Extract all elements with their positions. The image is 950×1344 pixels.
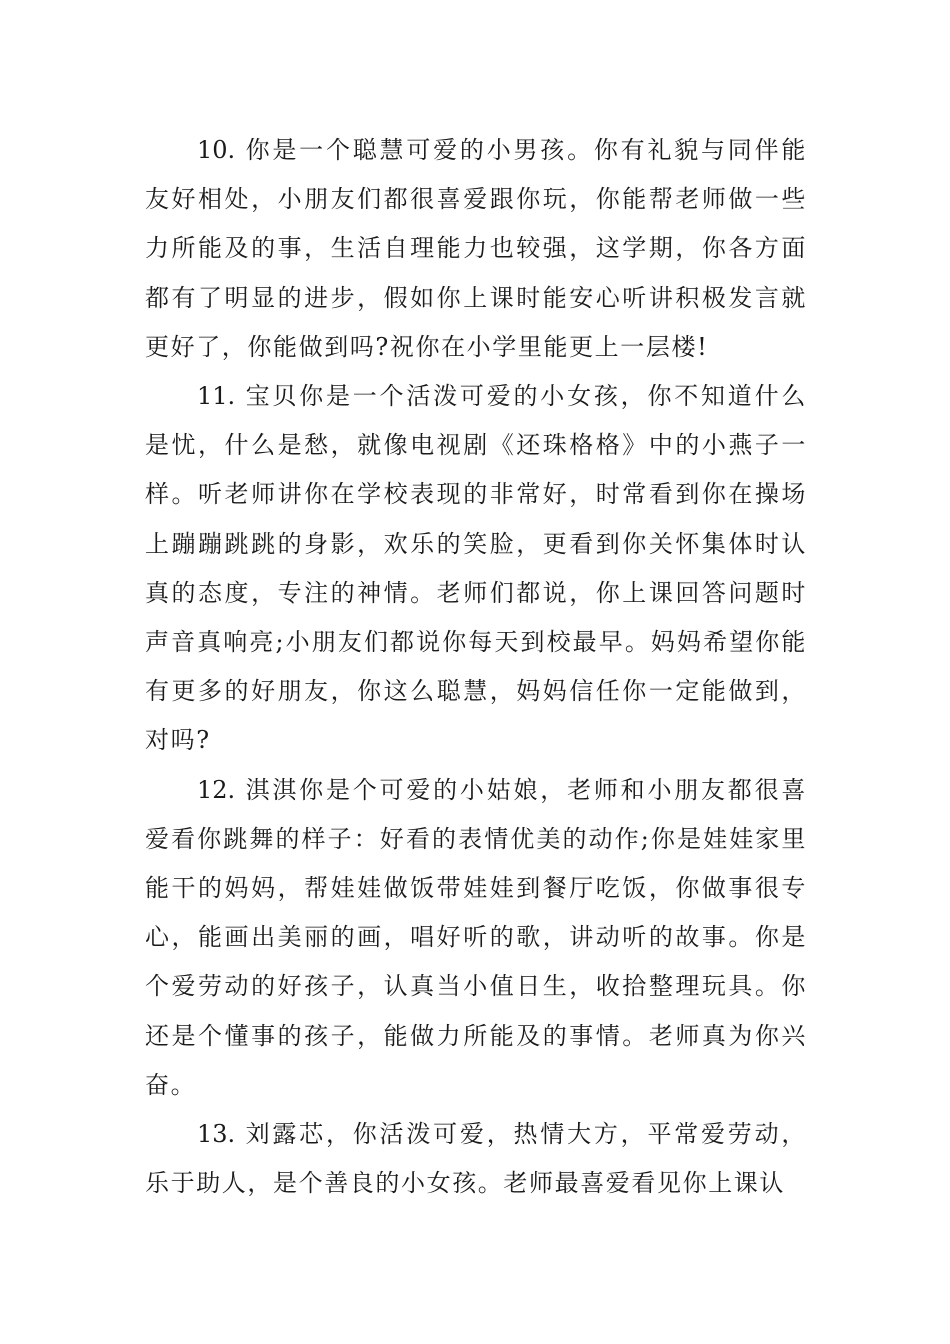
paragraph-text: 你是一个聪慧可爱的小男孩。你有礼貌与同伴能友好相处，小朋友们都很喜爱跟你玩，你能帮老师做一些力所能及的事，生活自理能力也较强，这学期，你各方面都有了明显的进步，假如你上课时能安心听讲积极发言就更好了，你能做到吗?祝你在小学里能更上一层楼! [145,136,807,361]
paragraph-13 [145,1110,807,1208]
document-body [145,126,807,1208]
paragraph-number: 11. [197,382,236,411]
paragraph-12 [145,766,807,1110]
paragraph-11 [145,372,807,766]
paragraph-number: 13. [197,1120,236,1149]
paragraph-number: 10. [197,136,236,164]
paragraph-text: 宝贝你是一个活泼可爱的小女孩，你不知道什么是忧，什么是愁，就像电视剧《还珠格格》中的小燕子一样。听老师讲你在学校表现的非常好，时常看到你在操场上蹦蹦跳跳的身影，欢乐的笑脸，更看到你关怀集体时认真的态度，专注的神情。老师们都说，你上课回答问题时声音真响亮;小朋友们都说你每天到校最早。妈妈希望你能有更多的好朋友，你这么聪慧，妈妈信任你一定能做到，对吗? [145,382,807,755]
paragraph-number: 12. [197,775,236,804]
paragraph-10 [145,126,807,372]
paragraph-text: 淇淇你是个可爱的小姑娘，老师和小朋友都很喜爱看你跳舞的样子：好看的表情优美的动作;你是娃娃家里能干的妈妈，帮娃娃做饭带娃娃到餐厅吃饭，你做事很专心，能画出美丽的画，唱好听的歌，讲动听的故事。你是个爱劳动的好孩子，认真当小值日生，收拾整理玩具。你还是个懂事的孩子，能做力所能及的事情。老师真为你兴奋。 [145,775,807,1099]
paragraph-text: 刘露芯，你活泼可爱，热情大方，平常爱劳动，乐于助人，是个善良的小女孩。老师最喜爱看见你上课认 [145,1120,807,1198]
